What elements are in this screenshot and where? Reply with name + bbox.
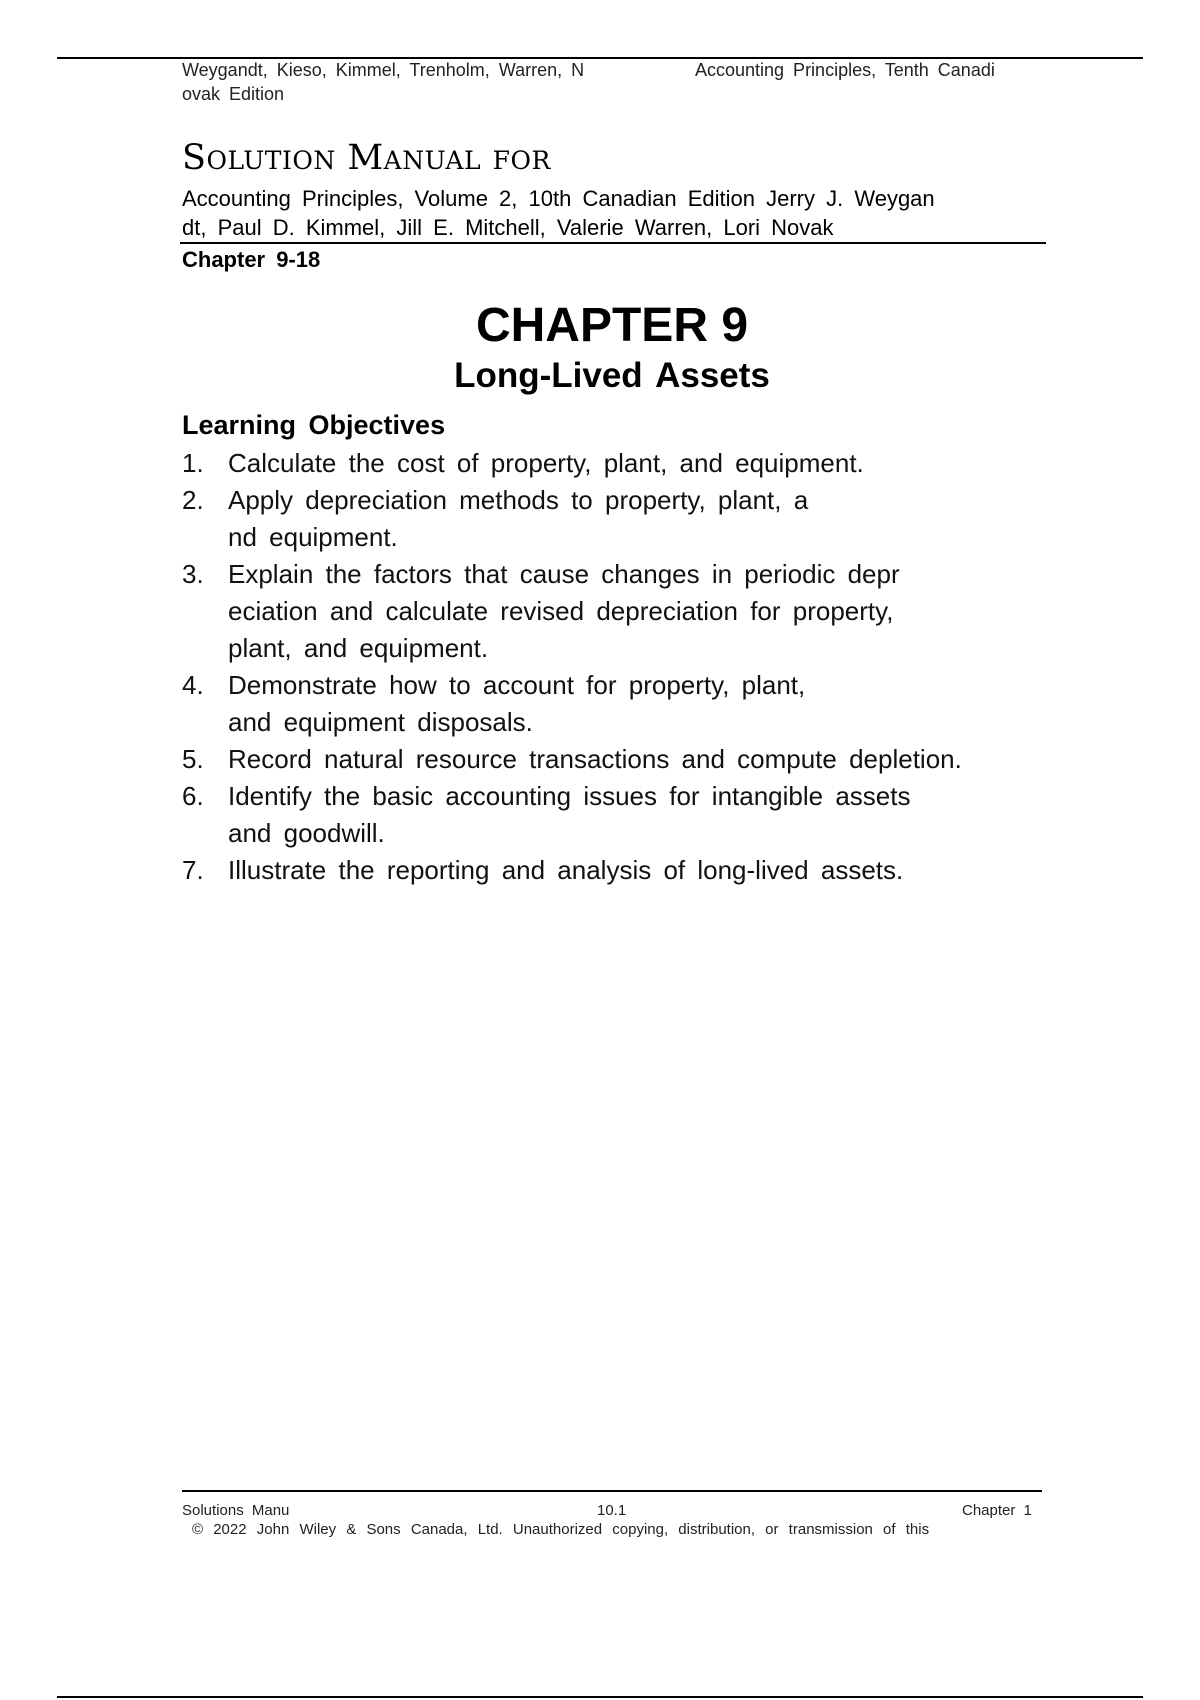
chapter-subheading: Long-Lived Assets — [454, 356, 770, 395]
objective-text: Illustrate the reporting and analysis of long-lived assets. — [228, 855, 904, 885]
list-item — [182, 482, 1082, 556]
objective-text: Identify the basic accounting issues for intangible assets and goodwill. — [228, 781, 911, 848]
learning-objectives-list — [182, 445, 1082, 889]
list-item — [182, 556, 1082, 667]
running-header-book: Accounting Principles, Tenth Canadi — [695, 60, 995, 80]
objective-number: 2. — [182, 485, 204, 515]
objective-text: Apply depreciation methods to property, plant, a nd equipment. — [228, 485, 809, 552]
list-item — [182, 778, 1082, 852]
list-item — [182, 445, 1082, 482]
objective-text: Calculate the cost of property, plant, and equipment. — [228, 448, 864, 478]
objective-number: 7. — [182, 855, 204, 885]
objective-text: Explain the factors that cause changes in periodic depr eciation and calculate revised depreciation for property, plant, and equipment. — [228, 559, 900, 663]
list-item — [182, 852, 1082, 889]
objective-number: 1. — [182, 448, 204, 478]
objective-number: 4. — [182, 670, 204, 700]
list-item — [182, 741, 1082, 778]
footer-left: Solutions Manu — [182, 1502, 290, 1519]
footer-copyright: © 2022 John Wiley & Sons Canada, Ltd. Unauthorized copying, distribution, or transmission of this — [192, 1521, 930, 1538]
bottom-rule — [57, 1696, 1143, 1698]
title-rule — [180, 242, 1046, 244]
list-item — [182, 667, 1082, 741]
chapter-heading: CHAPTER 9 — [475, 299, 749, 352]
solution-manual-subtitle: Accounting Principles, Volume 2, 10th Canadian Edition Jerry J. Weygan dt, Paul D. Kimmel, Jill E. Mitchell, Valerie Warren, Lori Novak — [182, 186, 935, 240]
footer-chapter: Chapter 1 — [962, 1502, 1032, 1519]
objective-number: 3. — [182, 559, 204, 589]
solution-manual-title: Solution Manual for — [182, 138, 551, 178]
objective-text: Record natural resource transactions and compute depletion. — [228, 744, 962, 774]
learning-objectives-heading: Learning Objectives — [182, 410, 446, 440]
objective-number: 5. — [182, 744, 204, 774]
running-header-authors: Weygandt, Kieso, Kimmel, Trenholm, Warren, N ovak Edition — [182, 60, 585, 104]
footer-page-number: 10.1 — [597, 1502, 627, 1519]
chapter-range: Chapter 9-18 — [182, 247, 321, 272]
footer-rule — [182, 1490, 1042, 1492]
objective-number: 6. — [182, 781, 204, 811]
objective-text: Demonstrate how to account for property, plant, and equipment disposals. — [228, 670, 806, 737]
